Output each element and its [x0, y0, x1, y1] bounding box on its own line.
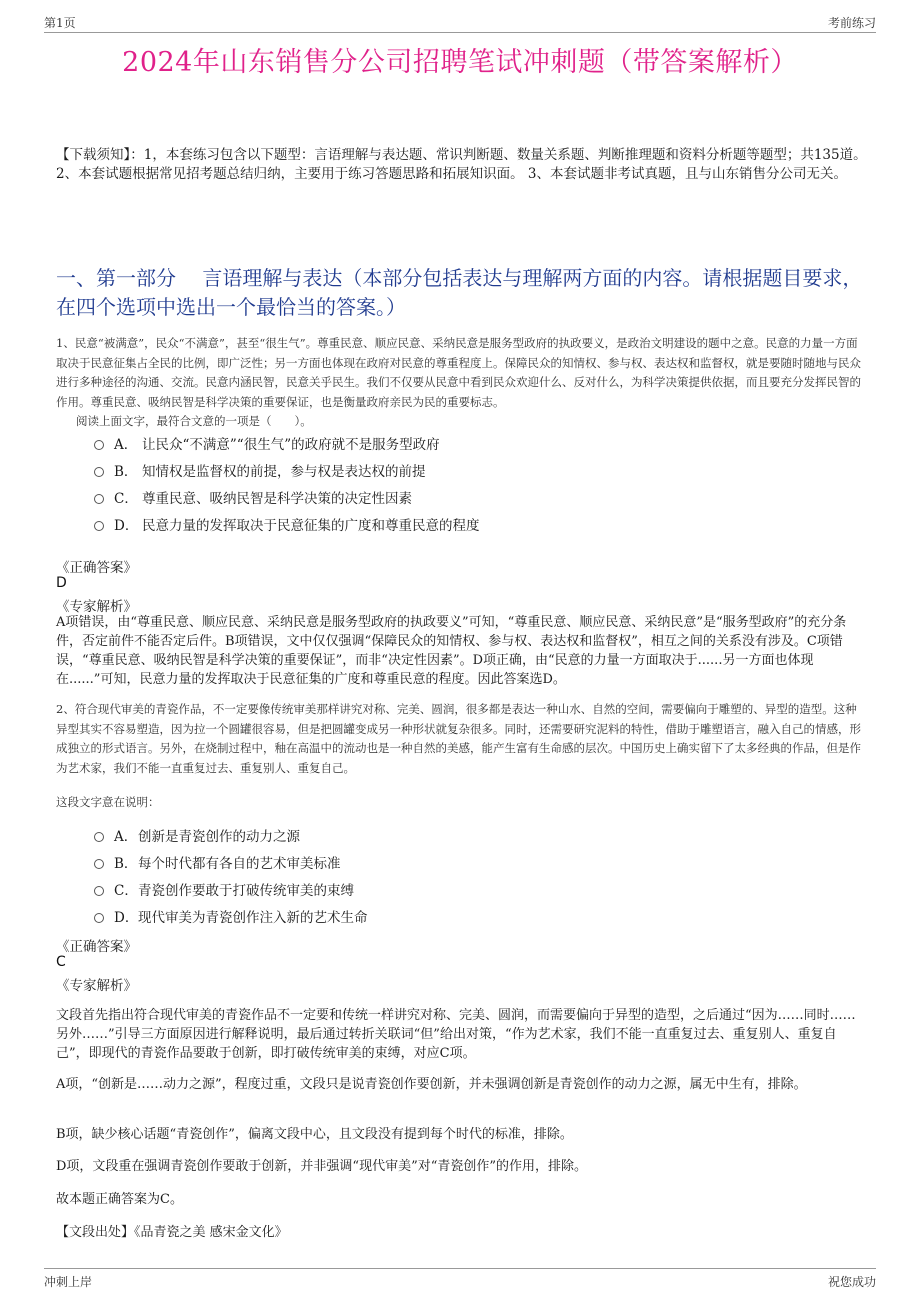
q2-passage: 2、符合现代审美的青瓷作品，不一定要像传统审美那样讲究对称、完美、圆润，很多都是表达一种山水、自然的空间，需要偏向于雕塑的、异型的造型。这种异型其实不容易塑造，因为拉一个圆罐很容易，但是把圆罐变成另一种形状就复杂很多。同时，还需要研究泥料的特性，借助于雕塑语言，融入自己的情感，形成独立的形式语言。另外，在烧制过程中，釉在高温中的流动也是一种自然的美感，能产生富有生命感的层次。中国历史上确实留下了太多经典的作品，但是作为艺术家，我们不能一直重复过去、重复别人、重复自己。	[56, 702, 861, 775]
radio-icon[interactable]	[94, 832, 104, 842]
q2-question: 这段文字意在说明：	[56, 795, 160, 809]
option-text: 每个时代都有各自的艺术审美标准	[138, 856, 341, 872]
q2-source: 【文段出处】《品青瓷之美 感宋金文化》	[56, 1225, 288, 1240]
q2-analysis-para-1: 文段首先指出符合现代审美的青瓷作品不一定要和传统一样讲究对称、完美、圆润，而需要偏向于异型的造型，之后通过“因为……同时……另外……”引导三方面原因进行解释说明，最后通过转折关联词“但”给出对策，“作为艺术家，我们不能一直重复过去、重复别人、重复自己”，即现代的青瓷作品要敢于创新，即打破传统审美的束缚，对应C项。	[56, 1008, 856, 1061]
q2-option-b[interactable]	[94, 852, 794, 879]
q1-passage: 1、民意“被满意”，民众“不满意”，甚至“很生气”。尊重民意、顺应民意、采纳民意是服务型政府的执政要义，是政治文明建设的题中之意。民意的力量一方面取决于民意征集占全民的比例，即广泛性；另一方面也体现在政府对民意的尊重程度上。保障民众的知情权、参与权、表达权和监督权，就是要随时随地与民众进行多种途径的沟通、交流。民意内涵民智，民意关乎民生。我们不仅要从民意中看到民众欢迎什么、反对什么，为科学决策提供依据，而且要充分发挥民智的作用。尊重民意、吸纳民智是科学决策的重要保证，也是衡量政府亲民为民的重要标志。	[56, 336, 861, 409]
option-text: 创新是青瓷创作的动力之源	[138, 829, 300, 845]
radio-icon[interactable]	[94, 886, 104, 896]
q2-analysis-para-5: 故本题正确答案为C。	[56, 1192, 183, 1207]
q2-analysis-para-4: D项，文段重在强调青瓷创作要敢于创新，并非强调“现代审美”对“青瓷创作”的作用，排除。	[56, 1159, 588, 1174]
q2-analysis-para-2: A项，“创新是……动力之源”，程度过重，文段只是说青瓷创作要创新，并未强调创新是青瓷创作的动力之源，属无中生有，排除。	[56, 1077, 807, 1092]
q1-answer: D	[56, 575, 67, 591]
q1-analysis-label: 《专家解析》	[56, 599, 137, 615]
q1-option-a[interactable]	[94, 433, 794, 460]
q2-answer: C	[56, 954, 66, 970]
q1-question: 阅读上面文字，最符合文意的一项是（ ）。	[76, 414, 312, 428]
footer-right-label: 祝您成功	[827, 1275, 876, 1289]
option-letter: D．	[114, 910, 139, 926]
option-letter: D．	[114, 518, 139, 534]
q1-option-b[interactable]	[94, 460, 794, 487]
option-letter: A．	[114, 437, 138, 453]
option-letter: B．	[114, 856, 138, 872]
q2-answer-label: 《正确答案》	[56, 939, 137, 955]
option-text: 尊重民意、吸纳民智是科学决策的决定性因素	[142, 491, 412, 507]
radio-icon[interactable]	[94, 467, 104, 477]
footer-left-label: 冲刺上岸	[44, 1275, 93, 1289]
header-right-label: 考前练习	[827, 16, 876, 30]
radio-icon[interactable]	[94, 521, 104, 531]
page-header	[44, 12, 876, 33]
document-title: 2024年山东销售分公司招聘笔试冲刺题（带答案解析）	[122, 47, 798, 78]
option-text: 民意力量的发挥取决于民意征集的广度和尊重民意的程度	[142, 518, 480, 534]
radio-icon[interactable]	[94, 859, 104, 869]
option-text: 让民众“不满意”“很生气”的政府就不是服务型政府	[142, 437, 440, 453]
option-text: 知情权是监督权的前提，参与权是表达权的前提	[142, 464, 426, 480]
download-notice: 【下载须知】：1，本套练习包含以下题型：言语理解与表达题、常识判断题、数量关系题、判断推理题和资料分析题等题型；共135道。 2、本套试题根据常见招考题总结归纳，主要用于练习答题思路和拓展知识面。 3、本套试题非考试真题，且与山东销售分公司无关。	[56, 147, 867, 182]
q2-analysis-label: 《专家解析》	[56, 978, 137, 994]
q1-option-d[interactable]	[94, 514, 794, 541]
q1-analysis: A项错误，由“尊重民意、顺应民意、采纳民意是服务型政府的执政要义”可知，“尊重民意、顺应民意、采纳民意”是“服务型政府”的充分条件，否定前件不能否定后件。B项错误，文中仅仅强调“保障民众的知情权、参与权、表达权和监督权”，相互之间的关系没有涉及。C项错误，“尊重民意、吸纳民智是科学决策的重要保证”，而非“决定性因素”。D项正确，由“民意的力量一方面取决于......另一方面也体现在......”可知，民意力量的发挥取决于民意征集的广度和尊重民意的程度。因此答案选D。	[56, 615, 847, 687]
q2-options	[94, 825, 794, 933]
option-letter: C．	[114, 883, 138, 899]
q2-option-d[interactable]	[94, 906, 794, 933]
radio-icon[interactable]	[94, 440, 104, 450]
q2-analysis-para-3: B项，缺少核心话题“青瓷创作”，偏离文段中心，且文段没有提到每个时代的标准，排除。	[56, 1127, 573, 1142]
radio-icon[interactable]	[94, 494, 104, 504]
option-text: 现代审美为青瓷创作注入新的艺术生命	[138, 910, 368, 926]
q2-option-c[interactable]	[94, 879, 794, 906]
option-letter: C．	[114, 491, 138, 507]
radio-icon[interactable]	[94, 913, 104, 923]
page-number: 第1页	[44, 16, 76, 30]
q2-option-a[interactable]	[94, 825, 794, 852]
page-footer	[44, 1268, 876, 1291]
option-letter: A．	[114, 829, 138, 845]
option-text: 青瓷创作要敢于打破传统审美的束缚	[138, 883, 354, 899]
q1-options	[94, 433, 794, 541]
option-letter: B．	[114, 464, 138, 480]
q1-answer-label: 《正确答案》	[56, 560, 137, 576]
q1-option-c[interactable]	[94, 487, 794, 514]
section-heading: 一、第一部分 言语理解与表达（本部分包括表达与理解两方面的内容。请根据题目要求，在四个选项中选出一个最恰当的答案。）	[56, 266, 863, 319]
